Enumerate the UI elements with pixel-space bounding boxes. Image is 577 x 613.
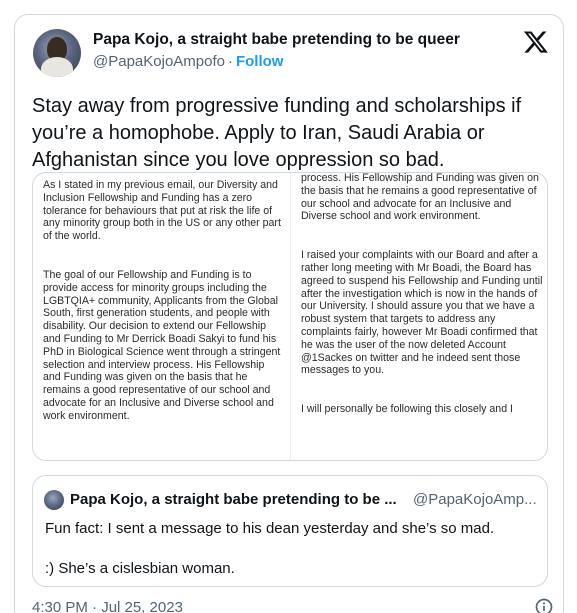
quoted-tweet[interactable]: [32, 475, 548, 587]
document-paragraph: I raised your complaints with our Board and after a rather long meeting with Mr Boadi, the Board has agreed to suspend his Fellowship and Funding until after the investigation which is now in the hands of our University. I should assure you that we have a robust system that targets to address any complaints fairly, however Mr Boadi confirmed that he was the user of the now deleted Account @1Sackes on twitter and he indeed sent those messages to you.: [301, 249, 543, 377]
quoted-author-handle: @PapaKojoAmp...: [413, 491, 537, 508]
tweet-header: [33, 27, 549, 79]
author-avatar[interactable]: [33, 29, 81, 77]
tweet-media-image[interactable]: [32, 172, 548, 461]
document-right-column: [301, 172, 543, 442]
tweet-text: Stay away from progressive funding and scholarships if you’re a homophobe. Apply to Iran, Saudi Arabia or Afghanistan since you love oppression so bad.: [32, 95, 522, 171]
author-handle[interactable]: @PapaKojoAmpofo: [93, 53, 225, 70]
tweet-footer: [32, 596, 552, 613]
quoted-text-line: :) She’s a cislesbian woman.: [45, 560, 235, 577]
document-paragraph: process. His Fellowship and Funding was given on the basis that he remains a good representative of our school and advocate for an Inclusive and Diverse school and work environment.: [301, 172, 539, 223]
quoted-author-name: Papa Kojo, a straight babe pretending to be ...: [70, 491, 397, 508]
document-paragraph: I will personally be following this closely and I: [301, 403, 513, 416]
separator-dot: ·: [227, 53, 233, 70]
follow-button[interactable]: Follow: [235, 53, 284, 70]
author-name[interactable]: Papa Kojo, a straight babe pretending to be queer: [93, 31, 460, 48]
document-left-column: [43, 179, 283, 449]
quoted-text-line: Fun fact: I sent a message to his dean yesterday and she’s so mad.: [45, 520, 495, 537]
document-divider: [290, 173, 291, 460]
document-paragraph: As I stated in my previous email, our Diversity and Inclusion Fellowship and Funding has a zero tolerance for behaviours that put at risk the life of any minority group both in the US or any other part of the world.: [43, 179, 281, 243]
x-logo-icon[interactable]: [523, 29, 549, 55]
quoted-text-gap: [45, 539, 535, 559]
author-handle-row: [93, 53, 283, 70]
tweet-timestamp[interactable]: 4:30 PM · Jul 25, 2023: [32, 599, 183, 613]
quoted-author-avatar: [44, 490, 64, 510]
document-paragraph: The goal of our Fellowship and Funding is to provide access for minority groups including the LGBTQIA+ community, Applicants from the Global South, first generation students, and people with disability. Our decision to extend our Fellowship and Funding to Mr Derrick Boadi Sakyi to fund his PhD in Biological Science went through a stringent selection and interview process. His Fellowship and Funding was given on the basis that he remains a good representative of our school and advocate for an Inclusive and Diverse school and work environment.: [43, 268, 281, 422]
tweet-card: [14, 14, 564, 613]
quoted-tweet-text: [45, 519, 535, 579]
info-icon[interactable]: [534, 597, 554, 613]
